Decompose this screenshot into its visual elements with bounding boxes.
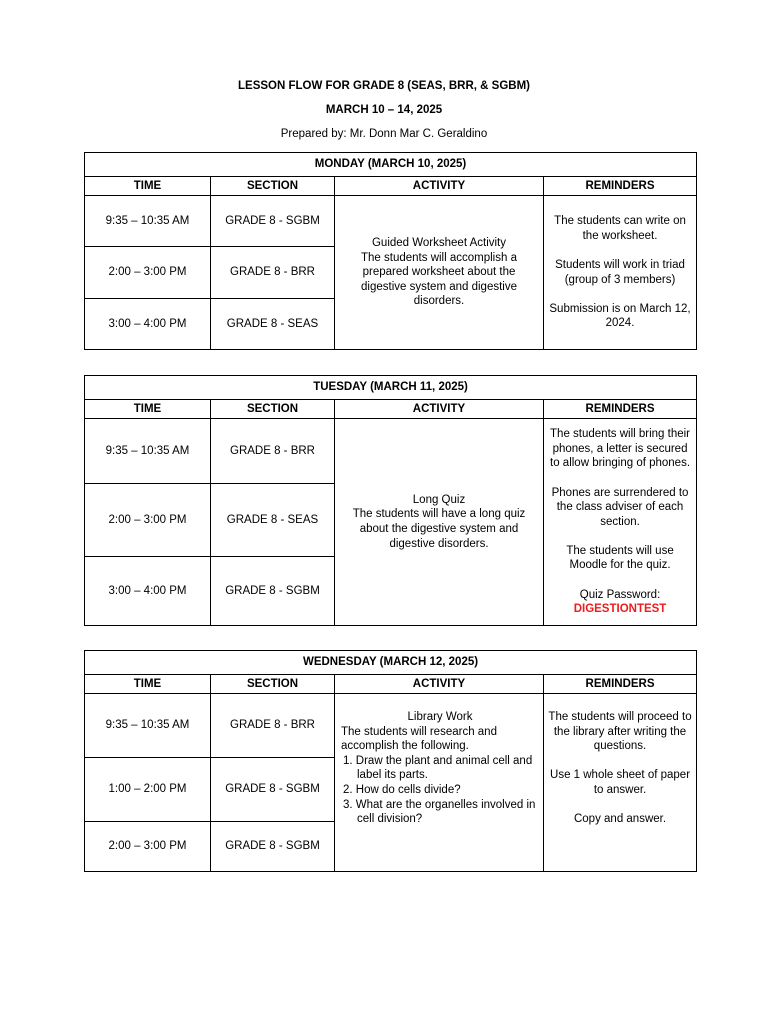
reminder-text: Submission is on March 12, 2024.	[549, 302, 691, 330]
section-cell: GRADE 8 - SGBM	[211, 822, 335, 872]
col-time-header: TIME	[85, 177, 211, 196]
col-section-header: SECTION	[211, 177, 335, 196]
reminder-text: Copy and answer.	[573, 813, 667, 826]
activity-cell	[335, 196, 544, 350]
col-time-header: TIME	[85, 400, 211, 419]
activity-title: Library Work	[407, 711, 473, 723]
document-dates: MARCH 10 – 14, 2025	[325, 104, 443, 116]
reminder-text: The students will use Moodle for the quiz.	[566, 544, 674, 572]
col-section-header: SECTION	[211, 675, 335, 694]
reminder-text: Students will work in triad (group of 3 members)	[555, 258, 685, 286]
col-reminders-header: REMINDERS	[544, 675, 697, 694]
time-cell: 9:35 – 10:35 AM	[85, 419, 211, 484]
reminders-cell	[544, 196, 697, 350]
list-item: 1. Draw the plant and animal cell and label its parts.	[343, 754, 533, 782]
document-title: LESSON FLOW FOR GRADE 8 (SEAS, BRR, & SGBM)	[238, 80, 530, 92]
table-row	[85, 419, 697, 484]
reminder-text: The students will bring their phones, a letter is secured to allow bringing of phones.	[550, 428, 691, 470]
table-row	[85, 196, 697, 247]
col-section-header: SECTION	[211, 400, 335, 419]
list-item: 3. What are the organelles involved in cell division?	[343, 798, 536, 826]
time-cell: 3:00 – 4:00 PM	[85, 557, 211, 626]
time-cell: 9:35 – 10:35 AM	[85, 196, 211, 247]
activity-list	[341, 754, 539, 827]
col-activity-header: ACTIVITY	[335, 675, 544, 694]
wednesday-table	[84, 650, 697, 872]
section-cell: GRADE 8 - SEAS	[211, 484, 335, 557]
reminder-text: Phones are surrendered to the class adviser of each section.	[551, 486, 689, 528]
col-reminders-header: REMINDERS	[544, 177, 697, 196]
quiz-password: DIGESTIONTEST	[573, 603, 667, 616]
activity-description: The students will accomplish a prepared worksheet about the digestive system and digestive disorders.	[361, 251, 517, 308]
activity-title: Long Quiz	[412, 493, 466, 506]
monday-title: MONDAY (MARCH 10, 2025)	[85, 153, 697, 177]
time-cell: 2:00 – 3:00 PM	[85, 247, 211, 299]
table-row	[85, 694, 697, 758]
section-cell: GRADE 8 - SGBM	[211, 557, 335, 626]
col-time-header: TIME	[85, 675, 211, 694]
reminder-text: The students will proceed to the library after writing the questions.	[548, 711, 692, 753]
activity-intro: The students will research and accomplish the following.	[341, 725, 497, 753]
prepared-by: Prepared by: Mr. Donn Mar C. Geraldino	[280, 128, 488, 140]
section-cell: GRADE 8 - SEAS	[211, 299, 335, 350]
monday-table	[84, 152, 697, 350]
section-cell: GRADE 8 - SGBM	[211, 196, 335, 247]
list-item: 2. How do cells divide?	[343, 783, 461, 796]
time-cell: 9:35 – 10:35 AM	[85, 694, 211, 758]
section-cell: GRADE 8 - BRR	[211, 419, 335, 484]
activity-description: The students will have a long quiz about the digestive system and digestive disorders.	[352, 508, 526, 550]
time-cell: 1:00 – 2:00 PM	[85, 758, 211, 822]
time-cell: 2:00 – 3:00 PM	[85, 822, 211, 872]
section-cell: GRADE 8 - BRR	[211, 247, 335, 299]
reminder-text: Use 1 whole sheet of paper to answer.	[550, 769, 691, 796]
time-cell: 2:00 – 3:00 PM	[85, 484, 211, 557]
reminders-cell	[544, 419, 697, 626]
col-reminders-header: REMINDERS	[544, 400, 697, 419]
activity-cell	[335, 419, 544, 626]
tuesday-table	[84, 375, 697, 626]
wednesday-title: WEDNESDAY (MARCH 12, 2025)	[85, 651, 697, 675]
activity-title: Guided Worksheet Activity	[371, 237, 506, 250]
col-activity-header: ACTIVITY	[335, 400, 544, 419]
time-cell: 3:00 – 4:00 PM	[85, 299, 211, 350]
section-cell: GRADE 8 - BRR	[211, 694, 335, 758]
col-activity-header: ACTIVITY	[335, 177, 544, 196]
reminders-cell	[544, 694, 697, 872]
activity-cell	[335, 694, 544, 872]
tuesday-title: TUESDAY (MARCH 11, 2025)	[85, 376, 697, 400]
quiz-password-label: Quiz Password:	[579, 588, 661, 601]
reminder-text: The students can write on the worksheet.	[554, 215, 686, 242]
section-cell: GRADE 8 - SGBM	[211, 758, 335, 822]
